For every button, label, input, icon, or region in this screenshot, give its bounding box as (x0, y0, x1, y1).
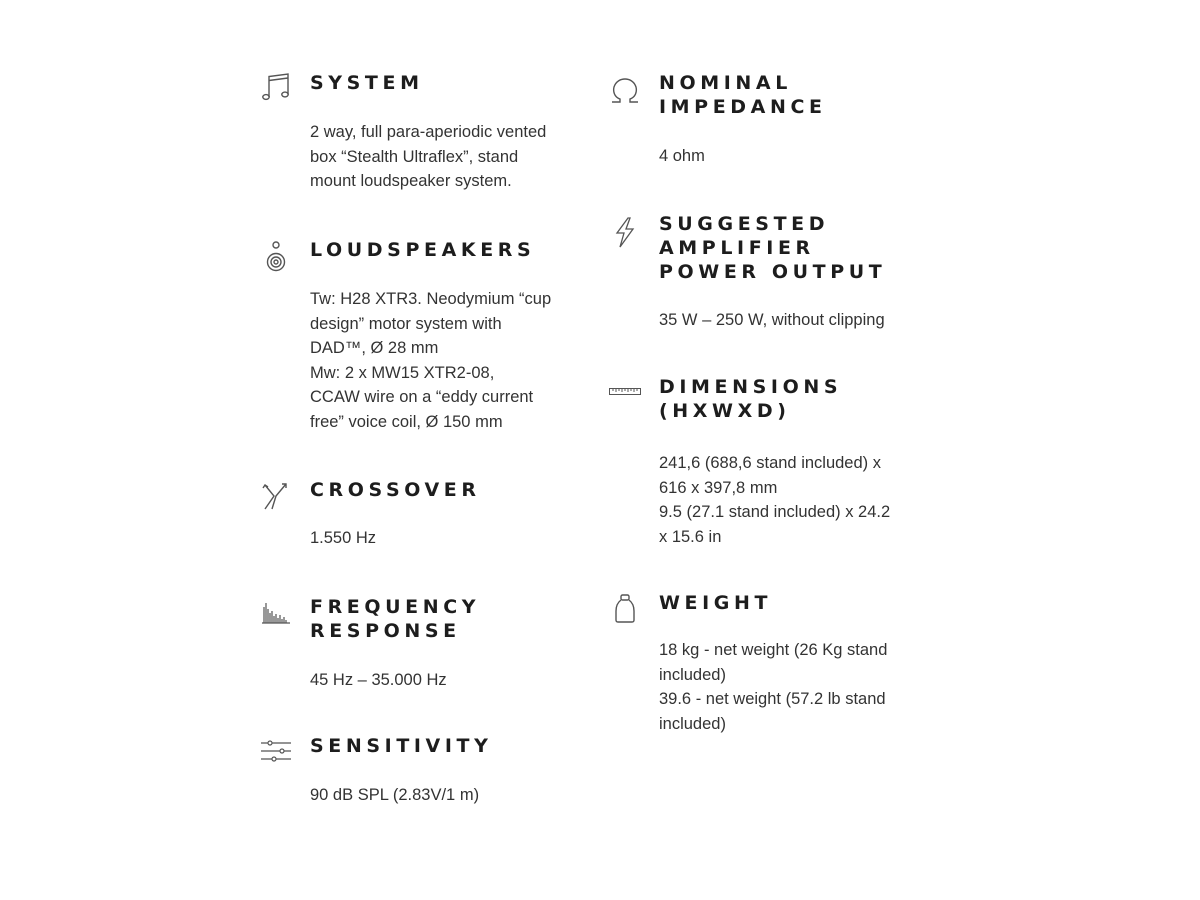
spec-value: 90 dB SPL (2.83V/1 m) (310, 786, 480, 804)
equalizer-bars-icon (260, 595, 292, 627)
ruler-icon (609, 387, 641, 419)
spec-sensitivity (310, 734, 590, 808)
spec-nominal-impedance (659, 71, 959, 169)
spec-value: 4 ohm (659, 147, 705, 165)
speaker-icon (260, 238, 292, 270)
spec-title: SENSITIVITY (310, 735, 493, 757)
spec-title: WEIGHT (659, 592, 773, 614)
spec-crossover (310, 478, 590, 551)
spec-value: 45 Hz – 35.000 Hz (310, 671, 447, 689)
spec-suggested-amplifier-power (659, 212, 959, 333)
spec-loudspeakers (310, 238, 590, 435)
spec-value: 18 kg - net weight (26 Kg stand included) 39.6 - net weight (57.2 lb stand included) (659, 641, 888, 733)
spec-value: Tw: H28 XTR3. Neodymium “cup design” motor system with DAD™, Ø 28 mm Mw: 2 x MW15 XTR2-08, CCAW wire on a “eddy current free” voice coil, Ø 150 mm (310, 290, 552, 431)
spec-title: DIMENSIONS (HXWXD) (659, 376, 843, 422)
spec-title: CROSSOVER (310, 479, 481, 501)
lightning-bolt-icon (609, 216, 641, 248)
spec-weight (659, 591, 959, 736)
spec-title: LOUDSPEAKERS (310, 239, 536, 261)
spec-value: 2 way, full para-aperiodic vented box “Stealth Ultraflex”, stand mount loudspeaker system. (310, 123, 547, 191)
crossover-arrows-icon (260, 478, 292, 510)
spec-value: 35 W – 250 W, without clipping (659, 311, 885, 329)
spec-title: FREQUENCY RESPONSE (310, 596, 481, 642)
spec-dimensions (659, 375, 959, 549)
spec-value: 241,6 (688,6 stand included) x 616 x 397,8 mm 9.5 (27.1 stand included) x 24.2 x 15.6 in (659, 454, 891, 546)
spec-title: SYSTEM (310, 72, 424, 94)
spec-value: 1.550 Hz (310, 529, 377, 547)
spec-title: NOMINAL IMPEDANCE (659, 72, 827, 118)
spec-system (310, 71, 590, 194)
weight-icon (609, 591, 641, 623)
spec-frequency-response (310, 595, 590, 693)
music-note-icon (260, 71, 292, 103)
omega-icon (609, 75, 641, 107)
spec-title: SUGGESTED AMPLIFIER POWER OUTPUT (659, 213, 887, 283)
sliders-icon (260, 734, 292, 766)
